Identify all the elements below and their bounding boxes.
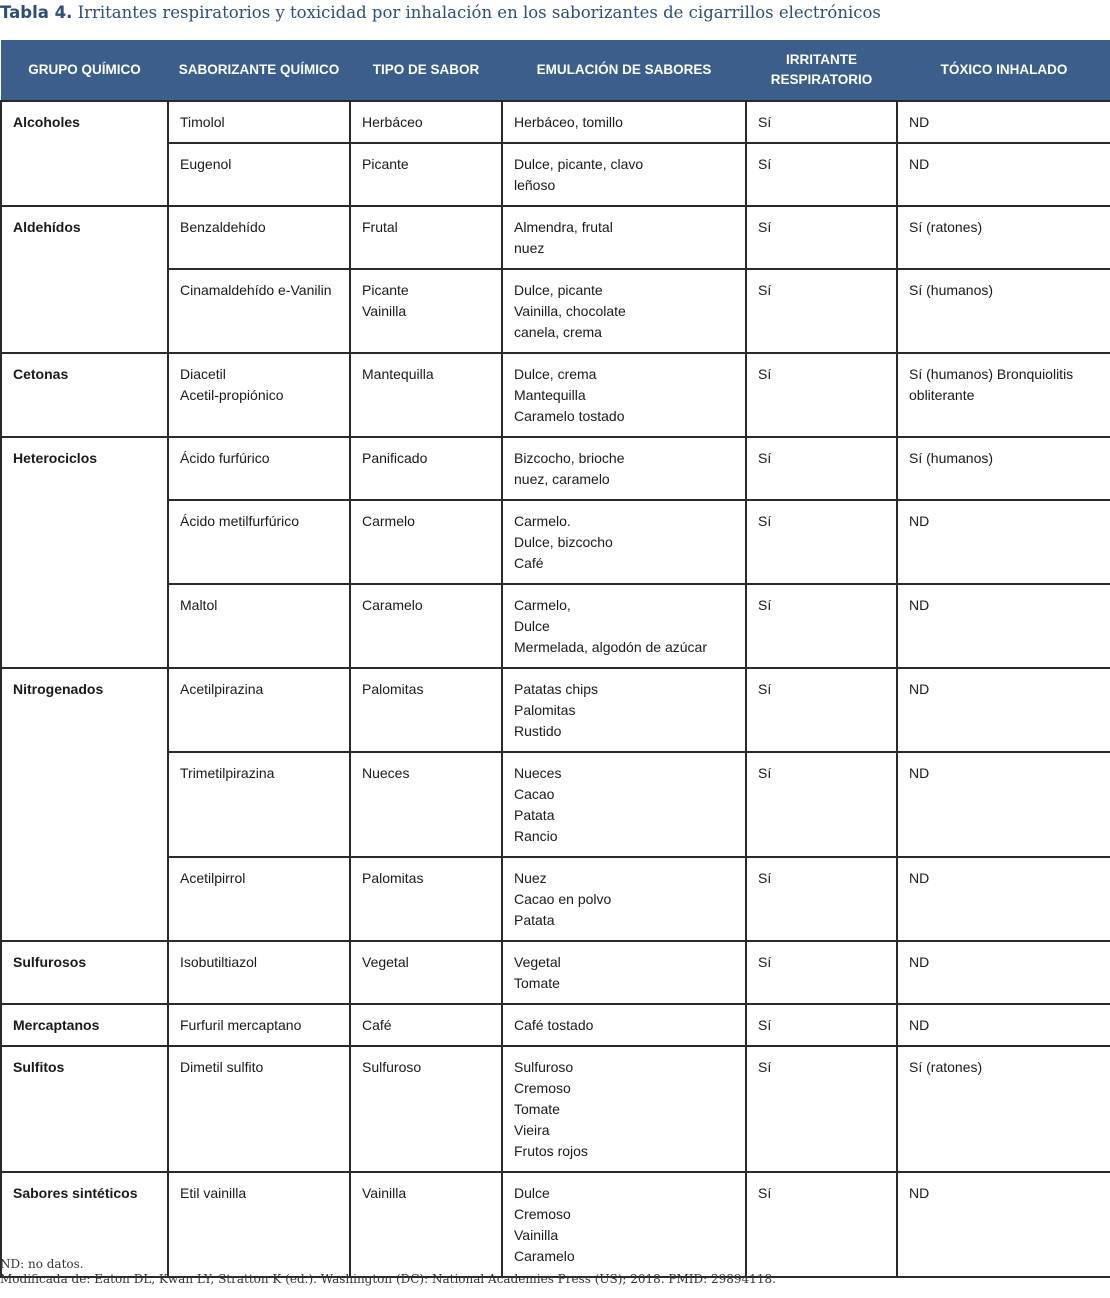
toxico-cell: ND <box>897 143 1110 206</box>
table-row <box>1 353 1110 437</box>
emulacion-cell: Almendra, frutal nuez <box>502 206 746 269</box>
table-caption-text: Irritantes respiratorios y toxicidad por inhalación en los saborizantes de cigarrillos electrónicos <box>77 3 881 22</box>
emulacion-cell: Carmelo, Dulce Mermelada, algodón de azúcar <box>502 584 746 668</box>
toxico-cell: Sí (humanos) <box>897 269 1110 353</box>
column-header-emulacion: EMULACIÓN DE SABORES <box>502 40 746 101</box>
irritante-cell: Sí <box>746 752 897 857</box>
saborizante-cell: Timolol <box>168 101 350 143</box>
irritante-cell: Sí <box>746 143 897 206</box>
table-row <box>1 1004 1110 1046</box>
table-row <box>1 941 1110 1004</box>
toxico-cell: ND <box>897 1004 1110 1046</box>
tipo-cell: Frutal <box>350 206 502 269</box>
table-row <box>1 668 1110 752</box>
table-row <box>1 1046 1110 1172</box>
tipo-cell: Panificado <box>350 437 502 500</box>
group-name-cell: Cetonas <box>1 353 168 437</box>
table-row <box>1 584 1110 668</box>
tipo-cell: Vainilla <box>350 1172 502 1277</box>
irritante-cell: Sí <box>746 941 897 1004</box>
tipo-cell: Picante <box>350 143 502 206</box>
tipo-cell: Café <box>350 1004 502 1046</box>
emulacion-cell: Patatas chips Palomitas Rustido <box>502 668 746 752</box>
table-body <box>1 101 1110 1277</box>
irritante-cell: Sí <box>746 668 897 752</box>
column-header-saborizante: SABORIZANTE QUÍMICO <box>168 40 350 101</box>
irritante-cell: Sí <box>746 437 897 500</box>
emulacion-cell: Dulce, crema Mantequilla Caramelo tostado <box>502 353 746 437</box>
toxico-cell: ND <box>897 752 1110 857</box>
saborizante-cell: Dimetil sulfito <box>168 1046 350 1172</box>
irritante-cell: Sí <box>746 500 897 584</box>
saborizante-cell: Maltol <box>168 584 350 668</box>
table-row <box>1 500 1110 584</box>
column-header-tipo: TIPO DE SABOR <box>350 40 502 101</box>
footnotes <box>0 1257 776 1287</box>
emulacion-cell: Nueces Cacao Patata Rancio <box>502 752 746 857</box>
saborizante-cell: Ácido metilfurfúrico <box>168 500 350 584</box>
tipo-cell: Palomitas <box>350 857 502 941</box>
saborizante-cell: Trimetilpirazina <box>168 752 350 857</box>
emulacion-cell: Herbáceo, tomillo <box>502 101 746 143</box>
toxico-cell: ND <box>897 101 1110 143</box>
group-name-cell: Aldehídos <box>1 206 168 353</box>
column-header-toxico: TÓXICO INHALADO <box>897 40 1110 101</box>
toxico-cell: ND <box>897 1172 1110 1277</box>
table-row <box>1 206 1110 269</box>
tipo-cell: Palomitas <box>350 668 502 752</box>
group-name-cell: Sulfurosos <box>1 941 168 1004</box>
irritante-cell: Sí <box>746 206 897 269</box>
toxico-cell: ND <box>897 941 1110 1004</box>
column-header-irritante: IRRITANTE RESPIRATORIO <box>746 40 897 101</box>
tipo-cell: Picante Vainilla <box>350 269 502 353</box>
toxico-cell: ND <box>897 857 1110 941</box>
saborizante-cell: Cinamaldehído e-Vanilin <box>168 269 350 353</box>
toxico-cell: ND <box>897 500 1110 584</box>
emulacion-cell: Vegetal Tomate <box>502 941 746 1004</box>
irritante-cell: Sí <box>746 101 897 143</box>
table-header-row <box>1 40 1110 101</box>
emulacion-cell: Dulce, picante, clavo leñoso <box>502 143 746 206</box>
emulacion-cell: Dulce Cremoso Vainilla Caramelo <box>502 1172 746 1277</box>
irritante-cell: Sí <box>746 1004 897 1046</box>
table-row <box>1 143 1110 206</box>
tipo-cell: Nueces <box>350 752 502 857</box>
tipo-cell: Caramelo <box>350 584 502 668</box>
group-name-cell: Heterociclos <box>1 437 168 668</box>
table-row <box>1 269 1110 353</box>
tipo-cell: Carmelo <box>350 500 502 584</box>
table-caption-label: Tabla 4. <box>0 3 73 22</box>
tipo-cell: Vegetal <box>350 941 502 1004</box>
footnote-source: Modificada de: Eaton DL, Kwan LY, Stratton K (ed.). Washington (DC): National Academies Press (US); 2018. PMID: 29894118. <box>0 1272 776 1286</box>
table-caption <box>0 3 881 23</box>
emulacion-cell: Carmelo. Dulce, bizcocho Café <box>502 500 746 584</box>
table-row <box>1 437 1110 500</box>
emulacion-cell: Nuez Cacao en polvo Patata <box>502 857 746 941</box>
irritante-cell: Sí <box>746 584 897 668</box>
table-row <box>1 857 1110 941</box>
group-name-cell: Sabores sintéticos <box>1 1172 168 1277</box>
group-name-cell: Nitrogenados <box>1 668 168 941</box>
emulacion-cell: Bizcocho, brioche nuez, caramelo <box>502 437 746 500</box>
toxico-cell: ND <box>897 584 1110 668</box>
irritante-cell: Sí <box>746 353 897 437</box>
saborizante-cell: Diacetil Acetil-propiónico <box>168 353 350 437</box>
table-row <box>1 752 1110 857</box>
saborizante-cell: Eugenol <box>168 143 350 206</box>
emulacion-cell: Sulfuroso Cremoso Tomate Vieira Frutos rojos <box>502 1046 746 1172</box>
saborizante-cell: Benzaldehído <box>168 206 350 269</box>
table-row <box>1 101 1110 143</box>
irritante-cell: Sí <box>746 857 897 941</box>
emulacion-cell: Café tostado <box>502 1004 746 1046</box>
tipo-cell: Mantequilla <box>350 353 502 437</box>
irritante-cell: Sí <box>746 1172 897 1277</box>
group-name-cell: Sulfitos <box>1 1046 168 1172</box>
irritante-cell: Sí <box>746 1046 897 1172</box>
saborizante-cell: Furfuril mercaptano <box>168 1004 350 1046</box>
flavoring-toxicity-table <box>0 40 1110 1278</box>
toxico-cell: Sí (humanos) <box>897 437 1110 500</box>
toxico-cell: Sí (ratones) <box>897 206 1110 269</box>
footnote-nd: ND: no datos. <box>0 1257 84 1271</box>
column-header-grupo: GRUPO QUÍMICO <box>1 40 168 101</box>
emulacion-cell: Dulce, picante Vainilla, chocolate canela, crema <box>502 269 746 353</box>
group-name-cell: Alcoholes <box>1 101 168 206</box>
saborizante-cell: Ácido furfúrico <box>168 437 350 500</box>
toxico-cell: Sí (humanos) Bronquiolitis obliterante <box>897 353 1110 437</box>
group-name-cell: Mercaptanos <box>1 1004 168 1046</box>
saborizante-cell: Isobutiltiazol <box>168 941 350 1004</box>
toxico-cell: Sí (ratones) <box>897 1046 1110 1172</box>
tipo-cell: Sulfuroso <box>350 1046 502 1172</box>
saborizante-cell: Acetilpirrol <box>168 857 350 941</box>
toxico-cell: ND <box>897 668 1110 752</box>
irritante-cell: Sí <box>746 269 897 353</box>
saborizante-cell: Etil vainilla <box>168 1172 350 1277</box>
saborizante-cell: Acetilpirazina <box>168 668 350 752</box>
tipo-cell: Herbáceo <box>350 101 502 143</box>
